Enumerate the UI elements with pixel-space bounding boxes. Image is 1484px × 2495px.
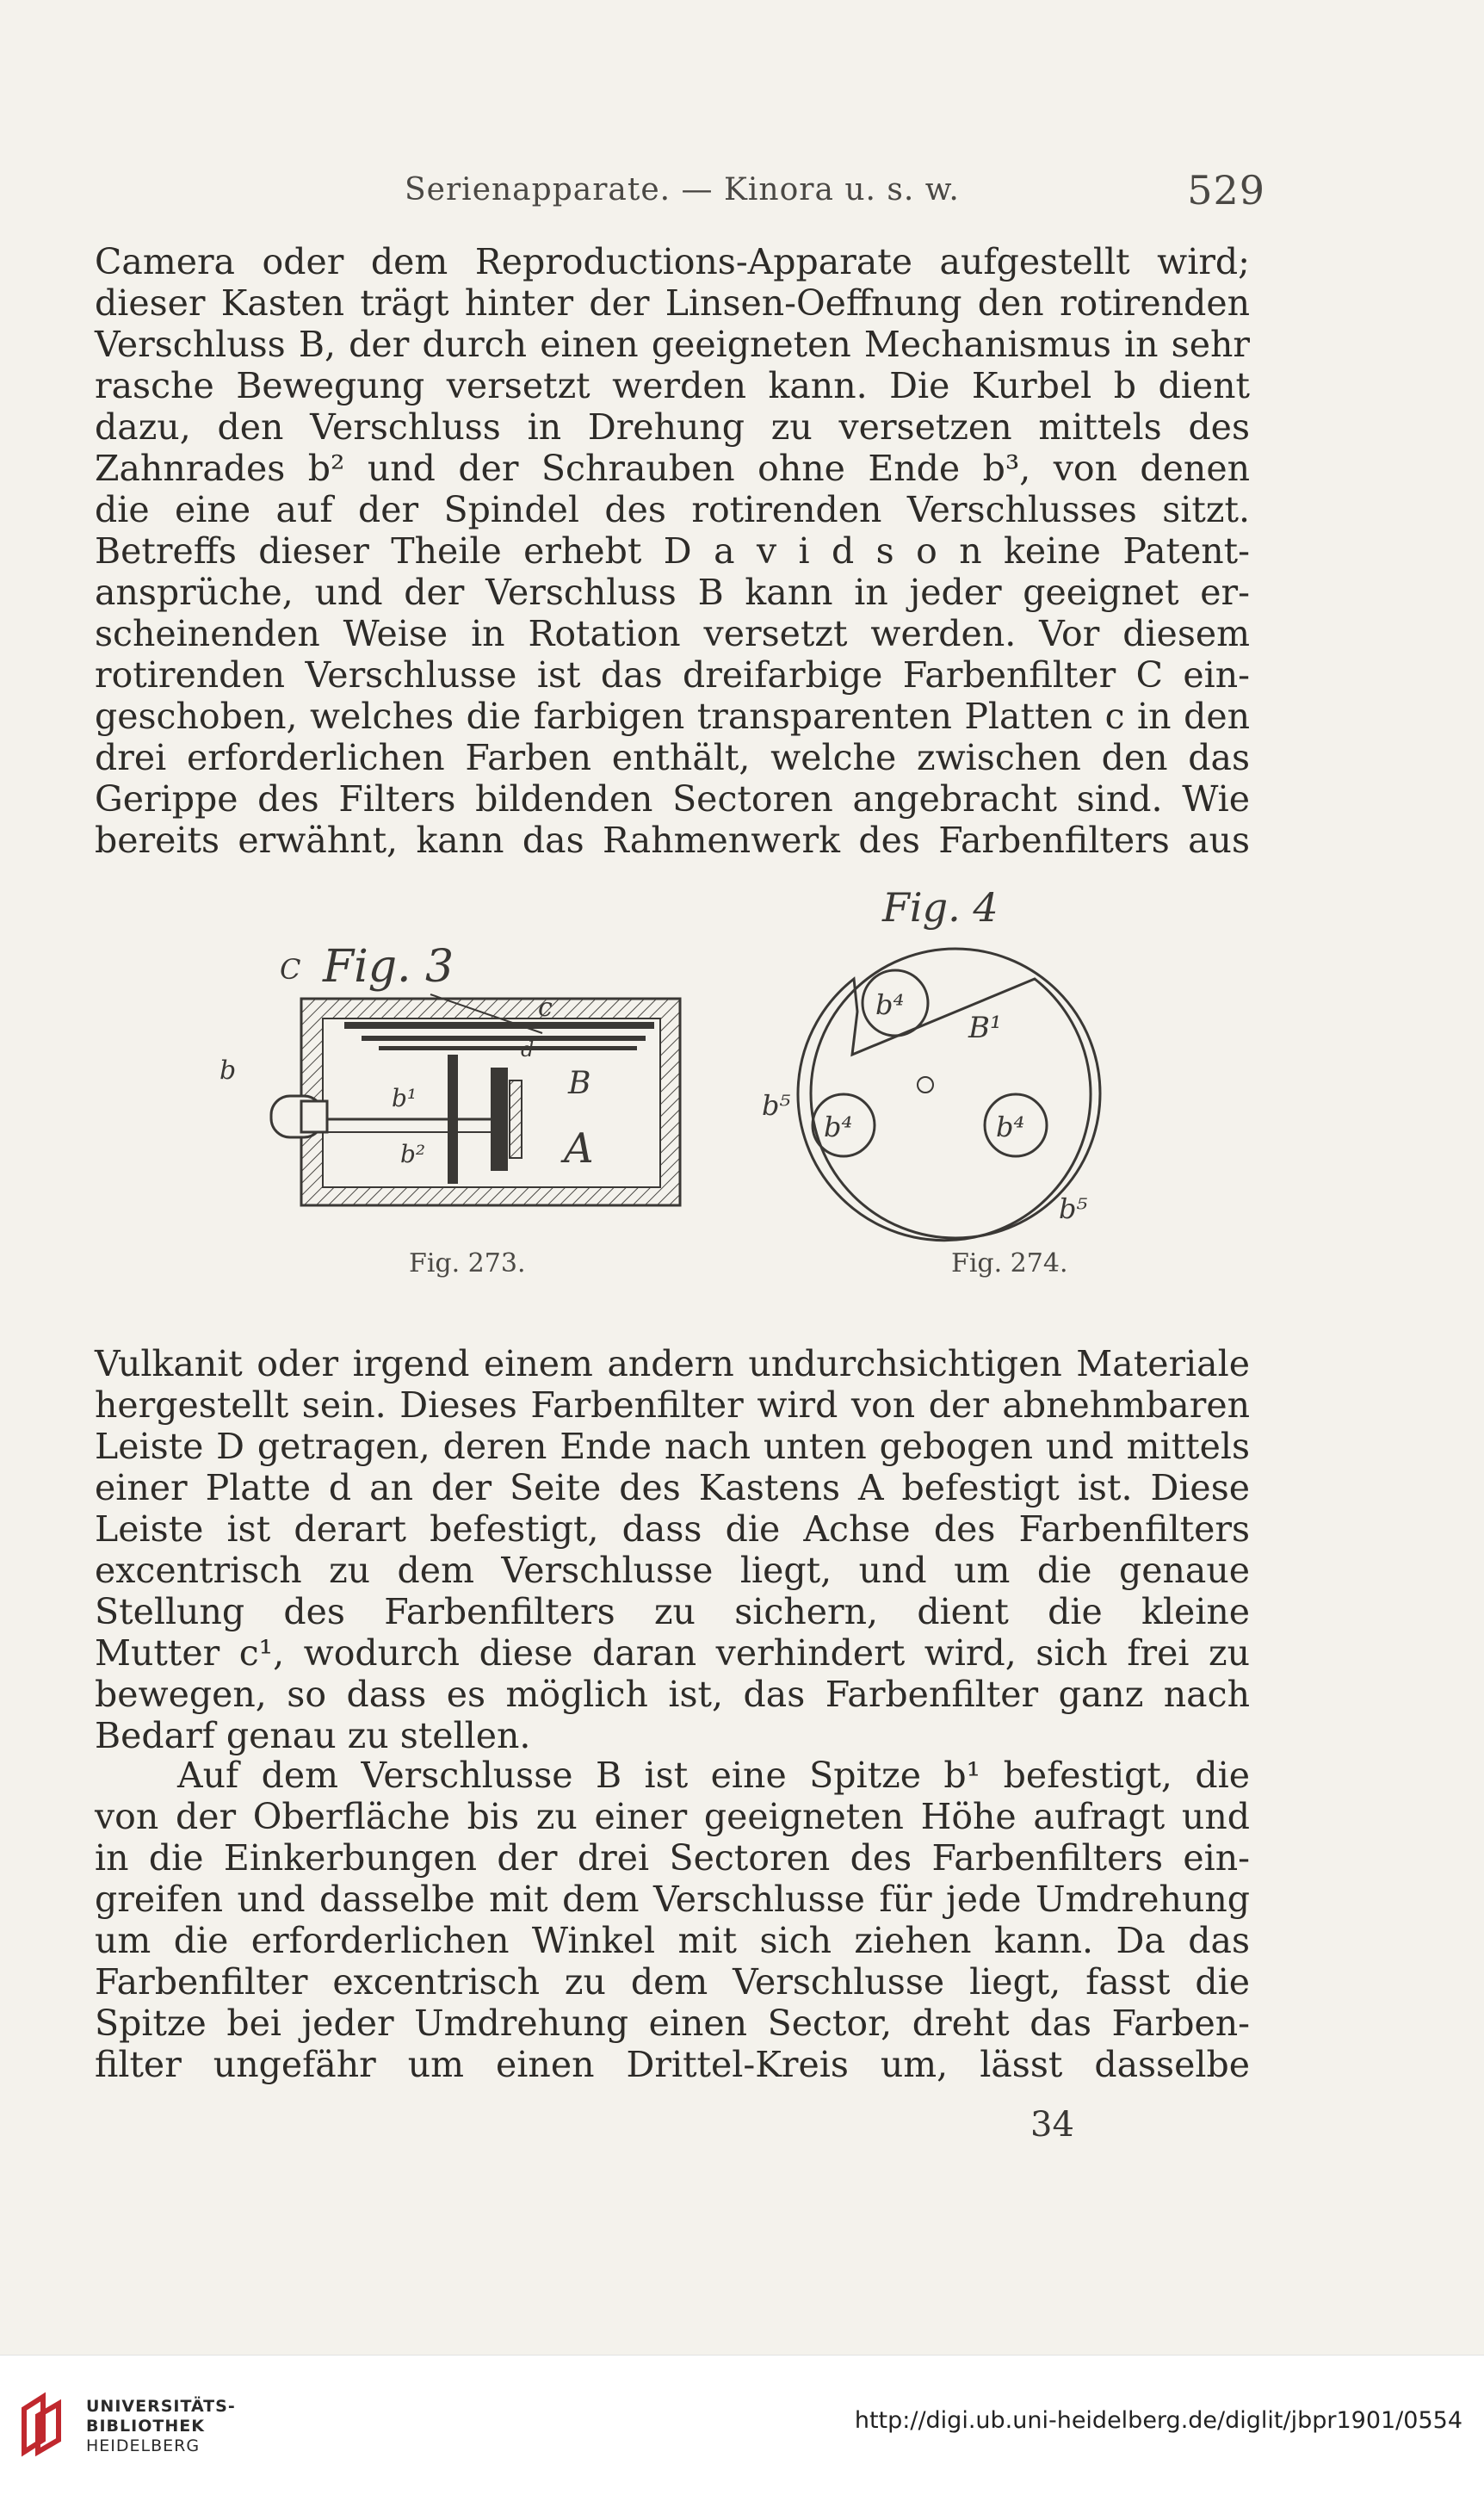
text-line: rotirenden Verschlusse ist das dreifarbige Farbenfilter C ein- [95,654,1250,696]
fig3-label-b2: b² [400,1140,426,1168]
fig3-label-b: b [220,1056,237,1086]
text-line: dazu, den Verschluss in Drehung zu versetzen mittels des [95,406,1250,448]
text-line: Camera oder dem Reproductions-Apparate aufgestellt wird; [95,241,1250,282]
text-line: bewegen, so dass es möglich ist, das Farbenfilter ganz nach [95,1674,1250,1715]
paragraph-3 [95,1755,1250,2085]
text-line: um die erforderlichen Winkel mit sich ziehen kann. Da das [95,1920,1250,1961]
text-line: filter ungefähr um einen Drittel-Kreis um, lässt dasselbe [95,2044,1250,2085]
text-line: Verschluss B, der durch einen geeigneten Mechanismus in sehr [95,324,1250,365]
fig4-label-b4-left: b⁴ [824,1111,853,1143]
library-name-line-1: UNIVERSITÄTS- [86,2397,236,2416]
text-line: in die Einkerbungen der drei Sectoren des Farbenfilters ein- [95,1837,1250,1879]
figure-274-caption: Fig. 274. [951,1248,1068,1278]
text-line: Leiste D getragen, deren Ende nach unten gebogen und mittels [95,1426,1250,1467]
text-line: greifen und dasselbe mit dem Verschlusse für jede Umdrehung [95,1879,1250,1920]
text-line: Farbenfilter excentrisch zu dem Verschlusse liegt, fasst die [95,1961,1250,2003]
library-name-line-3: HEIDELBERG [86,2436,201,2455]
text-line: Zahnrades b² und der Schrauben ohne Ende b³, von denen [95,448,1250,489]
text-line: geschoben, welches die farbigen transparenten Platten c in den [95,696,1250,737]
paragraph-1 [95,241,1250,861]
text-line: Leiste ist derart befestigt, dass die Achse des Farbenfilters [95,1508,1250,1550]
fig3-label-C: C [280,953,301,986]
text-line: Vulkanit oder irgend einem andern undurchsichtigen Materiale [95,1343,1250,1384]
library-logo-icon [17,2390,76,2459]
text-line: Bedarf genau zu stellen. [95,1715,531,1756]
text-line: dieser Kasten trägt hinter der Linsen-Oeffnung den rotirenden [95,282,1250,324]
fig3-label-d: d [521,1037,535,1062]
page-number: 529 [1187,167,1265,214]
text-line: die eine auf der Spindel des rotirenden Verschlusses sitzt. [95,489,1250,530]
fig4-label-B1: B¹ [968,1011,1002,1045]
library-name [86,2397,236,2456]
text-line: drei erforderlichen Farben enthält, welche zwischen den das [95,737,1250,778]
fig3-label-B: B [568,1066,591,1101]
fig3-label-A: A [564,1124,594,1173]
fig4-label-b4-top: b⁴ [875,988,905,1021]
text-line: Mutter c¹, wodurch diese daran verhindert wird, sich frei zu [95,1632,1250,1674]
running-head [405,167,1265,214]
fig4-label-b5-bottom: b⁵ [1059,1192,1088,1225]
text-line: einer Platte d an der Seite des Kastens A befestigt ist. Diese [95,1467,1250,1508]
text-line: hergestellt sein. Dieses Farbenfilter wird von der abnehmbaren [95,1384,1250,1426]
text-line: Gerippe des Filters bildenden Sectoren angebracht sind. Wie [95,778,1250,820]
figures-row [172,874,1153,1309]
text-line: rasche Bewegung versetzt werden kann. Die Kurbel b dient [95,365,1250,406]
fig3-label-b1: b¹ [392,1084,417,1112]
fig4-label-b4-right: b⁴ [996,1111,1025,1143]
paragraph-2 [95,1343,1250,1756]
text-line: Auf dem Verschlusse B ist eine Spitze b¹ befestigt, die [177,1755,1250,1796]
signature-mark: 34 [1030,2105,1074,2145]
running-title: Serienapparate. — Kinora u. s. w. [405,172,960,207]
text-line: scheinenden Weise in Rotation versetzt werden. Vor diesem [95,613,1250,654]
text-line: bereits erwähnt, kann das Rahmenwerk des Farbenfilters aus [95,820,1250,861]
fig3-title: Fig. 3 [323,941,454,993]
library-footer [0,2355,1484,2495]
figure-274-drawing [762,874,1153,1244]
text-line: excentrisch zu dem Verschlusse liegt, und um die genaue [95,1550,1250,1591]
fig4-label-b5-left: b⁵ [762,1089,791,1122]
permalink-link[interactable]: http://digi.ub.uni-heidelberg.de/diglit/jbpr1901/0554 [854,2407,1462,2434]
fig4-title: Fig. 4 [882,884,999,931]
text-line: von der Oberfläche bis zu einer geeigneten Höhe aufragt und [95,1796,1250,1837]
text-line: Betreffs dieser Theile erhebt D a v i d s o n keine Patent- [95,530,1250,572]
text-line: ansprüche, und der Verschluss B kann in jeder geeignet er- [95,572,1250,613]
text-line: Spitze bei jeder Umdrehung einen Sector, dreht das Farben- [95,2003,1250,2044]
figure-273-caption: Fig. 273. [409,1248,526,1278]
text-line: Stellung des Farbenfilters zu sichern, dient die kleine [95,1591,1250,1632]
library-name-line-2: BIBLIOTHEK [86,2417,205,2436]
figure-273-drawing [172,874,689,1244]
